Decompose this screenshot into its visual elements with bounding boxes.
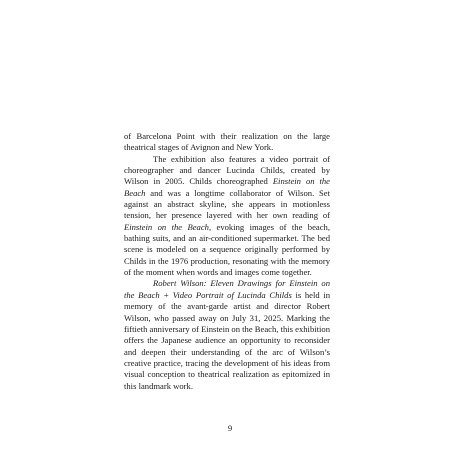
page-number: 9 [227,423,233,433]
paragraph-3-segment-1: Robert Wilson: Eleven Drawings for Einstein on the Beach + Video Portrait of Lucinda Childs [124,278,330,300]
body-text [124,131,330,392]
paragraph-2-segment-1: The exhibition also features a video portrait of choreographer and dancer Lucinda Childs, created by Wilson in 2005. Childs choreographed [124,153,330,187]
paragraph-2-segment-3: and was a longtime collaborator of Wilson. Set against an abstract skyline, she appears in motionless tension, her presence layered with her own reading of [124,187,330,221]
paragraph-2 [124,154,330,279]
paragraph-1 [124,131,330,154]
paragraph-3 [124,278,330,391]
paragraph-2-segment-5: , evoking images of the beach, bathing suits, and an air-conditioned supermarket. The bed scene is modeled on a sequence originally performed by Childs in the 1976 production, resonating with the memory of the moment when words and images come together. [124,221,330,278]
paragraph-2-segment-2: Einstein on the Beach [124,176,330,198]
paragraph-2-segment-4: Einstein on the Beach [124,221,209,232]
paragraph-3-segment-2: is held in memory of the avant-garde artist and director Robert Wilson, who passed away on July 31, 2025. Marking the fiftieth anniversary of Einstein on the Beach, this exhibition offers the Japanese audience an opportunity to reconsider and deepen their understanding of the arc of Wilson’s creative practice, tracing the development of his ideas from visual conception to theatrical realization as epitomized in this landmark work. [124,289,330,391]
paragraph-1-segment-1: of Barcelona Point with their realization on the large theatrical stages of Avignon and New York. [124,131,330,153]
